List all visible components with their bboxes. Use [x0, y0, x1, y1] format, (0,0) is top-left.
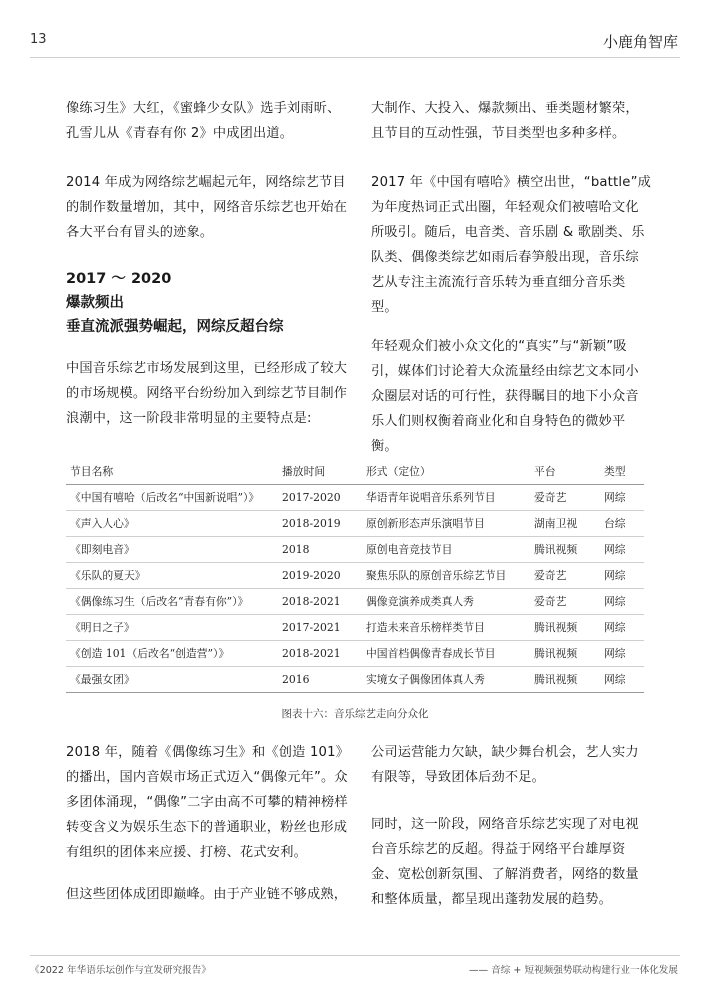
cell-name: 《即刻电音》 [66, 537, 278, 563]
right-paragraph-3: 年轻观众们被小众文化的“真实”与“新颖”吸引，媒体们讨论着大众流量经由综艺文本同小众圈层对话的可行性，获得瞩目的地下小众音乐人们则权衡着商业化和自身特色的微妙平衡。 [371, 339, 639, 454]
col-header-format: 形式（定位） [362, 458, 530, 485]
bottom-left-paragraph-2: 但这些团体成团即巅峰。由于产业链不够成熟， [66, 887, 348, 902]
right-paragraph-1: 大制作、大投入、爆款频出、垂类题材繁荣，且节目的互动性强，节目类型也多种多样。 [371, 101, 639, 141]
cell-name: 《偶像练习生（后改名“青春有你”）》 [66, 589, 278, 615]
cell-time: 2019-2020 [278, 563, 362, 589]
cell-format: 华语青年说唱音乐系列节目 [362, 485, 530, 511]
table-row [66, 641, 644, 667]
header-divider [30, 57, 680, 58]
cell-platform: 腾讯视频 [530, 641, 600, 667]
page-number: 13 [30, 32, 47, 47]
cell-platform: 爱奇艺 [530, 589, 600, 615]
cell-time: 2017-2021 [278, 615, 362, 641]
left-paragraph-2: 2014 年成为网络综艺崛起元年，网络综艺节目的制作数量增加，其中，网络音乐综艺也开始在各大平台有冒头的迹象。 [66, 175, 348, 240]
footer-divider [30, 955, 680, 956]
table-row [66, 537, 644, 563]
cell-time: 2018-2019 [278, 511, 362, 537]
left-paragraph-1: 像练习生》大红，《蜜蜂少女队》选手刘雨昕、孔雪儿从《青春有你 2》中成团出道。 [66, 101, 341, 141]
col-header-type: 类型 [600, 458, 644, 485]
cell-platform: 腾讯视频 [530, 537, 600, 563]
col-header-name: 节目名称 [66, 458, 278, 485]
cell-format: 打造未来音乐榜样类节目 [362, 615, 530, 641]
cell-time: 2018-2021 [278, 589, 362, 615]
cell-time: 2016 [278, 667, 362, 693]
cell-type: 网综 [600, 667, 644, 693]
cell-format: 偶像竞演养成类真人秀 [362, 589, 530, 615]
table-row [66, 485, 644, 511]
col-header-platform: 平台 [530, 458, 600, 485]
cell-platform: 湖南卫视 [530, 511, 600, 537]
cell-name: 《创造 101（后改名“创造营”）》 [66, 641, 278, 667]
cell-name: 《乐队的夏天》 [66, 563, 278, 589]
cell-format: 聚焦乐队的原创音乐综艺节目 [362, 563, 530, 589]
cell-platform: 爱奇艺 [530, 485, 600, 511]
table-row [66, 615, 644, 641]
cell-name: 《声入人心》 [66, 511, 278, 537]
cell-type: 台综 [600, 511, 644, 537]
cell-format: 原创电音竞技节目 [362, 537, 530, 563]
section-years: 2017 ～ 2020 [66, 271, 172, 287]
section-subtitle-1: 爆款频出 [66, 295, 124, 311]
cell-name: 《最强女团》 [66, 667, 278, 693]
cell-format: 实境女子偶像团体真人秀 [362, 667, 530, 693]
footer-chapter-title: —— 音综 + 短视频强势联动构建行业一体化发展 [468, 965, 678, 976]
cell-type: 网综 [600, 589, 644, 615]
cell-platform: 爱奇艺 [530, 563, 600, 589]
cell-platform: 腾讯视频 [530, 667, 600, 693]
table-row [66, 667, 644, 693]
table-row [66, 563, 644, 589]
cell-time: 2018 [278, 537, 362, 563]
footer-report-title: 《2022 年华语乐坛创作与宣发研究报告》 [30, 965, 211, 976]
table-caption: 图表十六：音乐综艺走向分众化 [281, 708, 429, 720]
cell-name: 《中国有嘻哈（后改名“中国新说唱”）》 [66, 485, 278, 511]
bottom-left-paragraph-1: 2018 年，随着《偶像练习生》和《创造 101》的播出，国内音娱市场正式迈入“偶像元年”。众多团体涌现，“偶像”二字由高不可攀的精神榜样转变含义为娱乐生态下的普通职业，粉丝也形成有组织的团体来应援、打榜、花式安利。 [66, 745, 350, 860]
cell-format: 原创新形态声乐演唱节目 [362, 511, 530, 537]
cell-type: 网综 [600, 537, 644, 563]
left-paragraph-3: 中国音乐综艺市场发展到这里，已经形成了较大的市场规模。网络平台纷纷加入到综艺节目制作浪潮中，这一阶段非常明显的主要特点是: [66, 361, 348, 426]
brand-name: 小鹿角智库 [602, 33, 678, 51]
bottom-right-paragraph-1: 公司运营能力欠缺，缺少舞台机会，艺人实力有限等，导致团体后劲不足。 [371, 745, 639, 785]
cell-type: 网综 [600, 641, 644, 667]
bottom-right-paragraph-2: 同时，这一阶段，网络音乐综艺实现了对电视台音乐综艺的反超。得益于网络平台雄厚资金、宽松创新氛围、了解消费者，网络的数量和整体质量，都呈现出蓬勃发展的趋势。 [371, 817, 639, 907]
cell-type: 网综 [600, 485, 644, 511]
cell-time: 2018-2021 [278, 641, 362, 667]
cell-name: 《明日之子》 [66, 615, 278, 641]
right-paragraph-2: 2017 年《中国有嘻哈》横空出世，“battle”成为年度热词正式出圈，年轻观众们被嘻哈文化所吸引。随后，电音类、音乐剧 & 歌剧类、乐队类、偶像类综艺如雨后春笋般出现，音乐综艺从专注主流流行音乐转为垂直细分音乐类型。 [371, 175, 652, 315]
cell-platform: 腾讯视频 [530, 615, 600, 641]
table-row [66, 511, 644, 537]
cell-time: 2017-2020 [278, 485, 362, 511]
cell-type: 网综 [600, 563, 644, 589]
table-row [66, 589, 644, 615]
cell-format: 中国首档偶像青春成长节目 [362, 641, 530, 667]
section-subtitle-2: 垂直流派强势崛起，网综反超台综 [66, 319, 284, 335]
programs-table [66, 458, 644, 693]
col-header-time: 播放时间 [278, 458, 362, 485]
cell-type: 网综 [600, 615, 644, 641]
table-header-row [66, 458, 644, 485]
